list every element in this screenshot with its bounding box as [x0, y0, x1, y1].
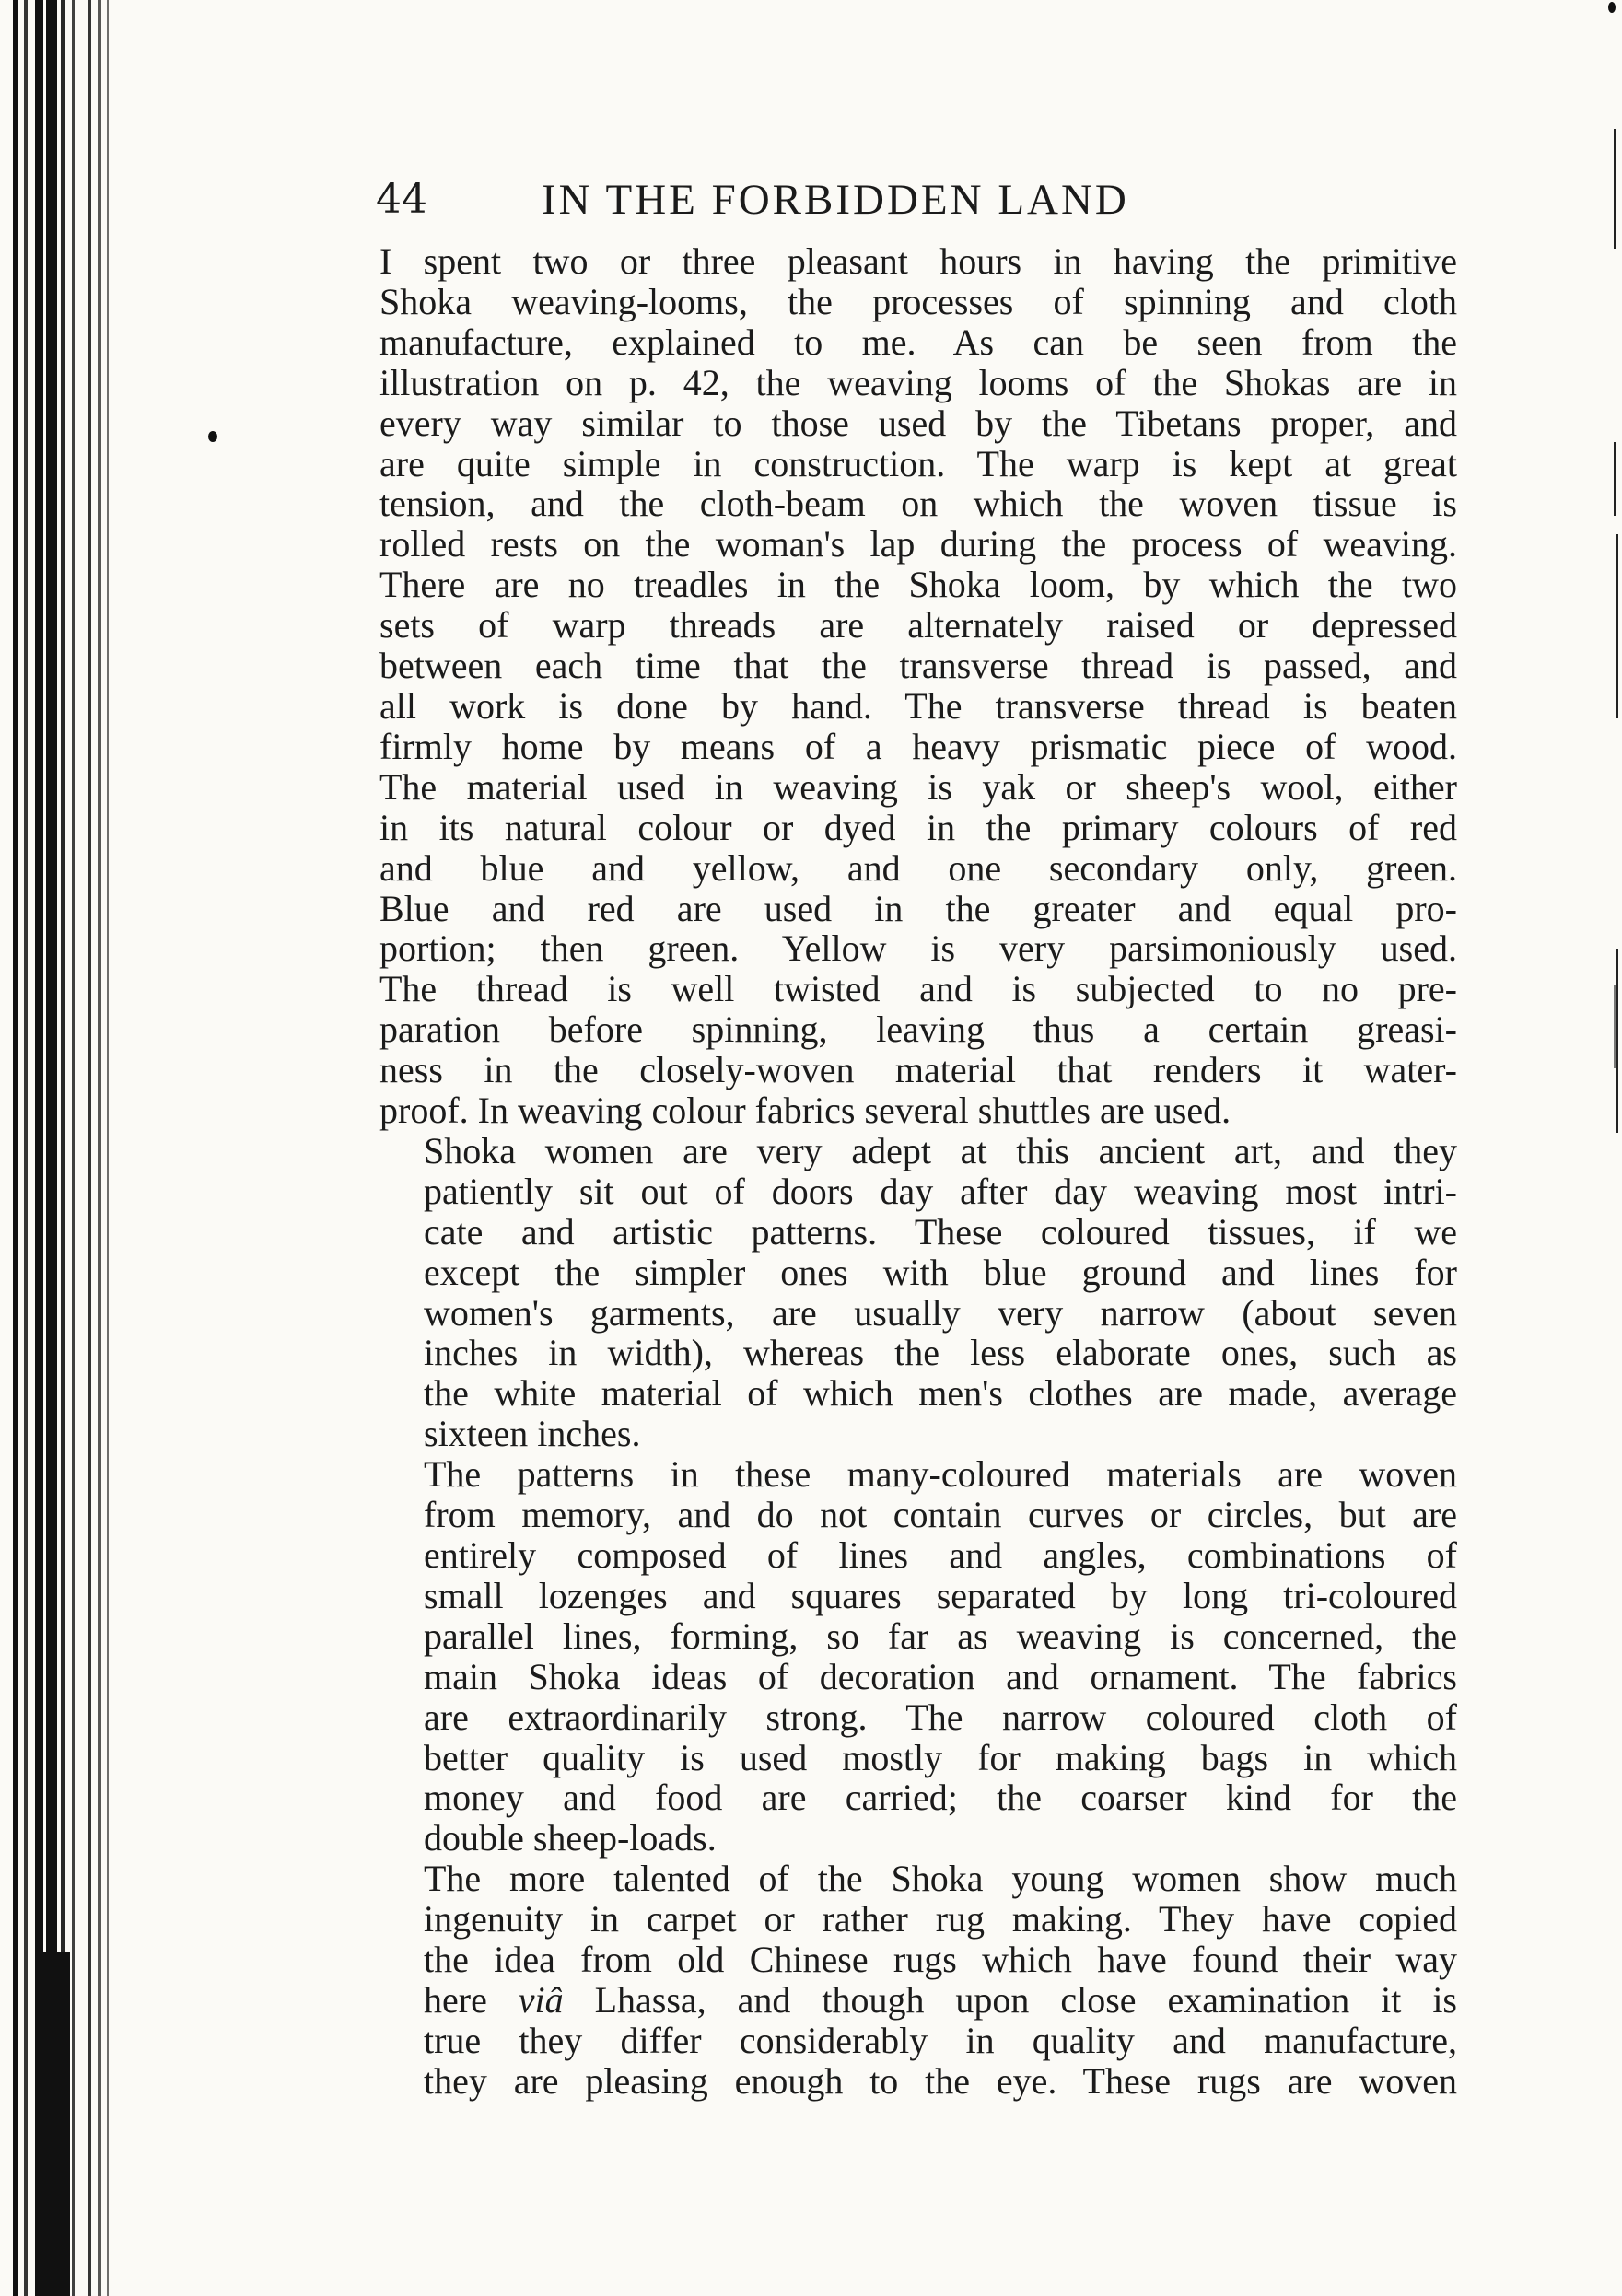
paragraph-2 — [379, 1131, 1457, 1454]
text-line: are extraordinarily strong. The narrow coloured cloth of — [424, 1696, 1457, 1738]
text-line: every way similar to those used by the Tibetans proper, and — [379, 402, 1457, 444]
running-title: IN THE FORBIDDEN LAND — [542, 176, 1129, 224]
binding-gutter — [0, 0, 129, 2296]
text-line: tension, and the cloth-beam on which the woven tissue is — [379, 483, 1457, 525]
text-line: The patterns in these many-coloured materials are woven — [424, 1453, 1457, 1496]
text-line: small lozenges and squares separated by long tri-coloured — [424, 1574, 1457, 1616]
text-line: Blue and red are used in the greater and equal pro- — [379, 887, 1457, 929]
page-number: 44 — [376, 176, 427, 223]
text-line: in its natural colour or dyed in the primary colours of red — [379, 806, 1457, 848]
paragraph-4 — [379, 1859, 1457, 2101]
text-line: double sheep-loads. — [424, 1817, 717, 1859]
body-text — [379, 241, 1457, 2102]
text-fragment: here — [424, 1978, 519, 2021]
text-line: illustration on p. 42, the weaving looms of the Shokas are in — [379, 361, 1457, 403]
text-line: are quite simple in construction. The warp is kept at great — [379, 442, 1457, 484]
paragraph-1 — [379, 241, 1457, 1131]
text-line: women's garments, are usually very narrow (about seven — [424, 1291, 1457, 1334]
text-line: true they differ considerably in quality and manufacture, — [424, 2019, 1457, 2061]
text-line: and blue and yellow, and one secondary only, green. — [379, 846, 1457, 889]
paragraph-3 — [379, 1454, 1457, 1859]
text-line: between each time that the transverse thread is passed, and — [379, 645, 1457, 687]
text-line: Shoka weaving-looms, the processes of spinning and cloth — [379, 280, 1457, 322]
text-line: Shoka women are very adept at this ancient art, and they — [424, 1129, 1457, 1171]
text-line: main Shoka ideas of decoration and ornament. The fabrics — [424, 1655, 1457, 1697]
text-line: except the simpler ones with blue ground and lines for — [424, 1251, 1457, 1293]
text-line: firmly home by means of a heavy prismatic piece of wood. — [379, 725, 1457, 767]
text-line: The material used in weaving is yak or sheep's wool, either — [379, 765, 1457, 808]
text-line: inches in width), whereas the less elaborate ones, such as — [424, 1332, 1457, 1374]
text-line: The thread is well twisted and is subjected to no pre- — [379, 968, 1457, 1010]
text-line: The more talented of the Shoka young women show much — [424, 1858, 1457, 1900]
text-line: the white material of which men's clothes are made, average — [424, 1372, 1457, 1415]
text-line: portion; then green. Yellow is very parsimoniously used. — [379, 927, 1457, 970]
text-line: sets of warp threads are alternately raised or depressed — [379, 604, 1457, 647]
text-line: from memory, and do not contain curves or circles, but are — [424, 1494, 1457, 1536]
ink-speck — [208, 431, 217, 442]
ink-speck — [1608, 2, 1616, 13]
text-line: patiently sit out of doors day after day weaving most intri- — [424, 1170, 1457, 1212]
text-line: rolled rests on the woman's lap during the process of weaving. — [379, 523, 1457, 565]
text-fragment: Lhassa, and though upon close examination it is — [563, 1978, 1458, 2021]
text-line: parallel lines, forming, so far as weaving is concerned, the — [424, 1614, 1457, 1657]
text-line: cate and artistic patterns. These coloured tissues, if we — [424, 1210, 1457, 1253]
text-line: they are pleasing enough to the eye. These rugs are woven — [424, 2059, 1457, 2102]
text-line: money and food are carried; the coarser kind for the — [424, 1777, 1457, 1819]
text-line: the idea from old Chinese rugs which have found their way — [424, 1939, 1457, 1981]
text-line — [379, 1980, 1457, 2021]
text-line: manufacture, explained to me. As can be seen from the — [379, 321, 1457, 363]
text-line: I spent two or three pleasant hours in having the primitive — [379, 240, 1457, 282]
text-line: proof. In weaving colour fabrics several shuttles are used. — [379, 1090, 1231, 1132]
text-line: paration before spinning, leaving thus a certain greasi- — [379, 1008, 1457, 1051]
text-line: better quality is used mostly for making bags in which — [424, 1736, 1457, 1778]
text-line: ness in the closely-woven material that renders it water- — [379, 1049, 1457, 1091]
text-line: entirely composed of lines and angles, combinations of — [424, 1534, 1457, 1576]
italic-word: viâ — [518, 1978, 564, 2021]
text-line: all work is done by hand. The transverse thread is beaten — [379, 684, 1457, 727]
text-line: sixteen inches. — [424, 1413, 641, 1455]
text-line: There are no treadles in the Shoka loom, by which the two — [379, 564, 1457, 606]
page-header — [376, 169, 1458, 230]
text-line: ingenuity in carpet or rather rug making. They have copied — [424, 1898, 1457, 1941]
